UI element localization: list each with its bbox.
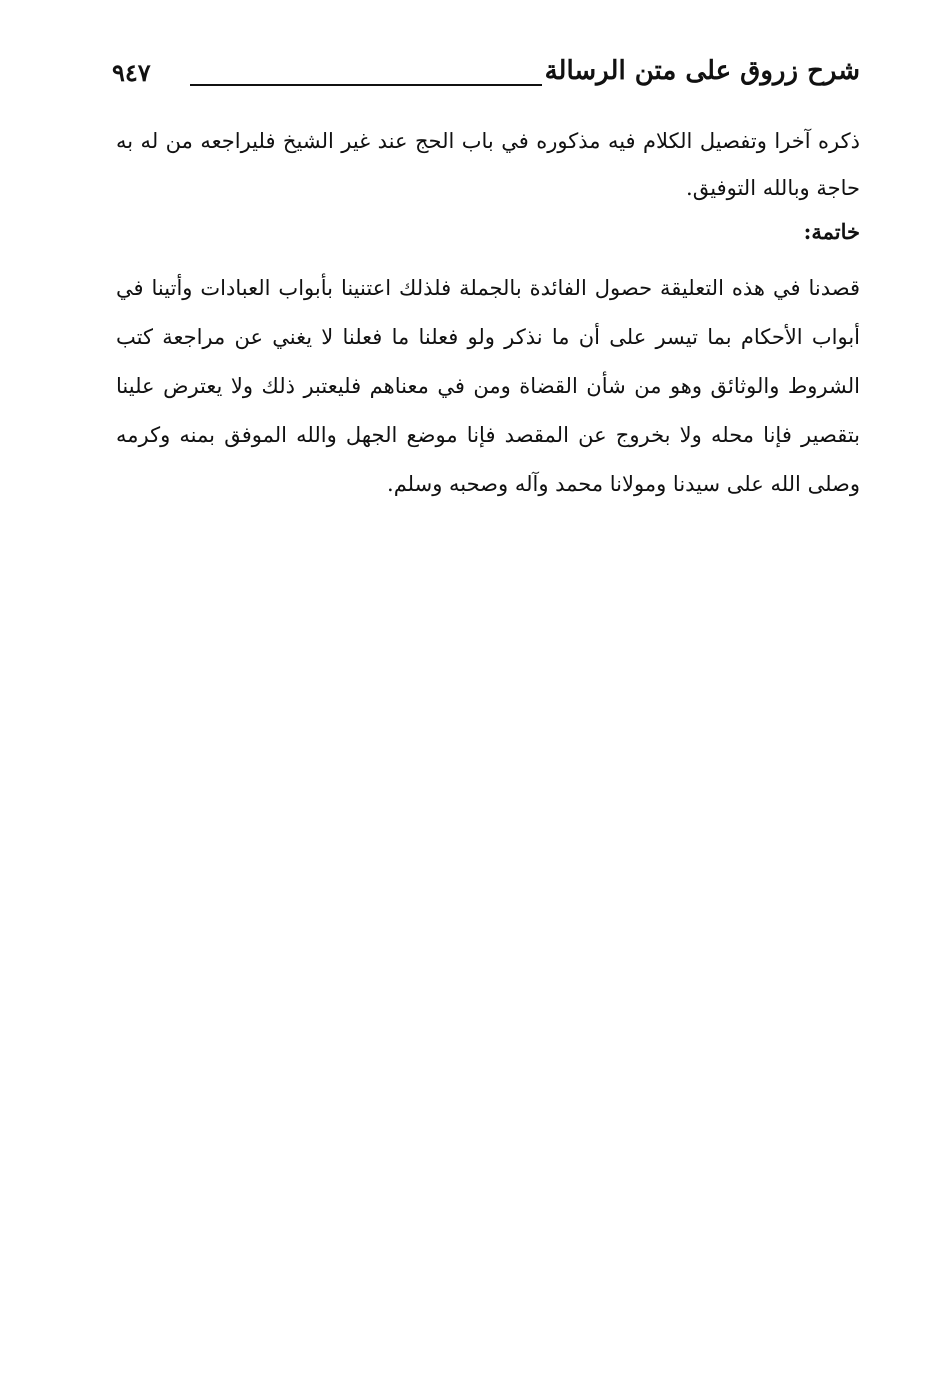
section-heading: خاتمة: [803, 219, 860, 244]
page-number: ٩٤٧ [112, 58, 151, 87]
running-title: شرح زروق على متن الرسالة [544, 56, 860, 86]
running-header [112, 52, 860, 102]
continued-paragraph: ذكره آخرا وتفصيل الكلام فيه مذكوره في باب الحج عند غير الشيخ فليراجعه من له به حاجة وبالله التوفيق. [116, 129, 860, 200]
body-text [116, 118, 860, 509]
closing-paragraph: قصدنا في هذه التعليقة حصول الفائدة بالجملة فلذلك اعتنينا بأبواب العبادات وأتينا في أبواب الأحكام بما تيسر على أن ما نذكر ولو فعلنا ما فعلنا لا يغني عن مراجعة كتب الشروط والوثائق وهو من شأن القضاة ومن في معناهم فليعتبر ذلك ولا يعترض علينا بتقصير فإنا محله ولا بخروج عن المقصد فإنا موضع الجهل والله الموفق بمنه وكرمه وصلى الله على سيدنا ومولانا محمد وآله وصحبه وسلم. [116, 276, 860, 496]
header-rule [190, 84, 542, 86]
